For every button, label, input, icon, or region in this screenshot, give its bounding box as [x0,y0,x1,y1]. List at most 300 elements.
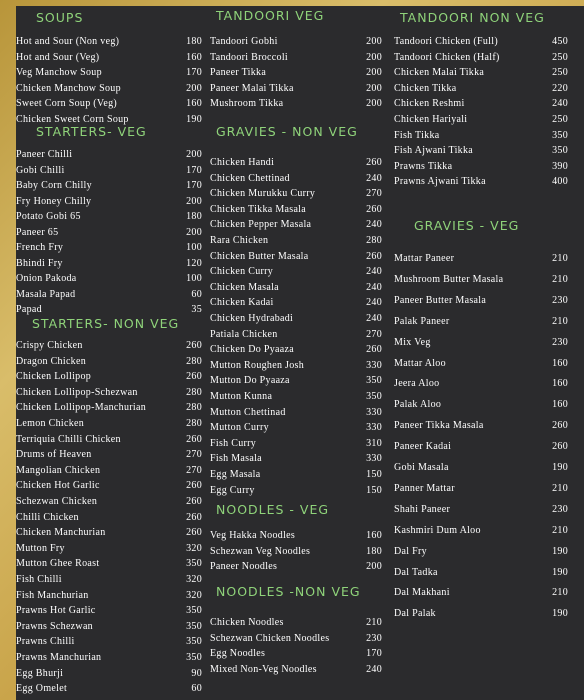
item-name: Egg Curry [210,484,255,496]
menu-item [210,483,382,498]
menu-item [210,631,382,646]
item-price: 280 [366,235,382,246]
menu-item [16,572,202,587]
item-price: 270 [186,464,202,476]
menu-item [394,65,568,80]
item-name: Drums of Heaven [16,449,92,461]
item-name: Paneer Tikka Masala [394,420,484,432]
item-price: 200 [366,82,382,94]
item-name: Rara Chicken [210,235,269,246]
item-price: 190 [186,114,202,125]
menu-item [210,96,382,111]
item-name: Chilli Chicken [16,511,79,523]
item-name: Prawns Ajwani Tikka [394,176,486,188]
item-name: Prawns Manchurian [16,652,102,663]
item-name: Egg Noodles [210,648,266,660]
item-name: Schezwan Veg Noodles [210,545,311,557]
item-price: 240 [552,98,568,110]
item-price: 330 [366,453,382,465]
item-name: Prawns Tikka [394,160,453,172]
menu-item [210,451,382,466]
menu-item [210,171,382,186]
item-price: 350 [186,636,202,648]
item-price: 200 [186,82,202,94]
item-price: 200 [366,36,382,47]
item-price: 230 [552,336,568,348]
menu-item [394,174,568,189]
menu-item [210,81,382,96]
item-name: Chicken Noodles [210,617,284,628]
item-price: 250 [552,51,568,63]
menu-item [210,373,382,388]
item-name: Paneer Kadai [394,441,452,453]
section-heading: SOUPS [36,10,84,25]
menu-item [16,556,202,571]
item-name: Chicken Kadai [210,297,274,309]
menu-item [394,143,568,158]
item-price: 230 [366,632,382,644]
item-name: Paneer Butter Masala [394,294,487,306]
item-price: 60 [191,288,202,300]
menu-item [16,271,202,286]
item-price: 280 [186,418,202,429]
item-name: Chicken Hydrabadi [210,313,294,324]
menu-item [16,194,202,209]
menu-item [210,342,382,357]
menu-item [16,650,202,665]
item-price: 160 [552,378,568,390]
menu-item [16,634,202,649]
menu-item [210,467,382,482]
item-name: Mangolian Chicken [16,464,101,476]
menu-item [210,528,382,543]
menu-item [210,615,382,630]
item-price: 220 [552,82,568,94]
menu-item [16,302,202,317]
item-price: 450 [552,36,568,47]
item-name: Egg Bhurji [16,667,64,679]
item-price: 160 [186,98,202,110]
item-price: 350 [186,605,202,617]
item-name: Mix Veg [394,336,431,348]
item-name: Mutton Do Pyaaza [210,375,290,387]
item-name: Dal Makhani [394,587,450,599]
menu-item [394,544,568,559]
item-price: 230 [552,294,568,306]
item-price: 270 [186,449,202,461]
item-price: 200 [366,561,382,573]
menu-item [16,541,202,556]
menu-item [210,662,382,677]
menu-item [16,447,202,462]
item-name: Chicken Masala [210,281,279,293]
menu-item [16,65,202,80]
item-name: Mushroom Butter Masala [394,273,504,285]
item-price: 350 [186,620,202,632]
item-price: 240 [366,281,382,293]
menu-item [210,264,382,279]
item-price: 350 [186,558,202,570]
menu-item [16,510,202,525]
item-name: Fry Honey Chilly [16,195,92,207]
menu-item [210,311,382,326]
item-price: 60 [191,683,202,695]
item-name: Tandoori Broccoli [210,51,288,63]
item-price: 260 [366,157,382,168]
item-price: 260 [366,250,382,262]
item-name: Mutton Ghee Roast [16,558,100,570]
item-price: 320 [186,574,202,585]
item-name: Chicken Chettinad [210,172,290,184]
item-name: Shahi Paneer [394,503,451,515]
menu-item [210,65,382,80]
item-name: Mutton Roughen Josh [210,359,305,371]
item-name: Sweet Corn Soup (Veg) [16,98,118,110]
menu-item [16,163,202,178]
item-price: 170 [186,180,202,191]
item-price: 350 [186,652,202,663]
item-price: 280 [186,355,202,367]
item-price: 280 [186,402,202,414]
menu-item [16,681,202,696]
menu-item [16,256,202,271]
item-price: 180 [186,36,202,47]
item-name: Paneer Chilli [16,149,73,160]
menu-item [16,666,202,681]
item-name: Dragon Chicken [16,355,87,367]
menu-item [394,50,568,65]
menu-item [210,186,382,201]
item-price: 90 [191,667,202,679]
item-price: 350 [552,145,568,157]
item-name: Jeera Aloo [394,378,440,390]
item-name: Palak Aloo [394,399,442,411]
menu-item [394,418,568,433]
item-price: 100 [186,242,202,253]
item-name: Chicken Hariyali [394,114,468,125]
item-name: Chicken Lollipop-Manchurian [16,402,147,414]
menu-item [16,81,202,96]
item-price: 230 [552,503,568,515]
section-heading: GRAVIES - NON VEG [216,124,358,139]
item-name: Panner Mattar [394,482,455,494]
section-heading: NOODLES -NON VEG [216,584,361,599]
item-name: Masala Papad [16,288,76,300]
menu-item [16,147,202,162]
menu-item [394,272,568,287]
item-price: 330 [366,422,382,434]
menu-item [16,619,202,634]
menu-item [210,50,382,65]
menu-item [210,389,382,404]
item-price: 210 [552,315,568,327]
item-price: 150 [366,469,382,480]
item-name: Kashmiri Dum Aloo [394,524,481,536]
menu-item [394,159,568,174]
item-name: Palak Paneer [394,315,450,327]
item-name: Gobi Masala [394,462,449,473]
item-name: Mushroom Tikka [210,98,284,110]
menu-item [394,293,568,308]
item-name: Paneer Noodles [210,561,278,573]
item-price: 160 [366,530,382,541]
item-price: 240 [366,172,382,184]
item-price: 240 [366,297,382,309]
item-price: 240 [366,266,382,278]
item-price: 310 [366,437,382,449]
item-name: Prawns Hot Garlic [16,605,96,617]
item-name: Chicken Lollipop [16,371,92,383]
menu-item [394,439,568,454]
section-heading: TANDOORI VEG [216,8,325,23]
item-name: Potato Gobi 65 [16,211,81,222]
item-price: 210 [552,253,568,264]
item-name: Schezwan Chicken Noodles [210,632,330,644]
menu-item [210,327,382,342]
menu-item [16,463,202,478]
item-name: Veg Manchow Soup [16,67,102,79]
menu-item [16,432,202,447]
item-price: 260 [186,340,202,351]
menu-item [394,314,568,329]
item-name: Chicken Do Pyaaza [210,344,294,356]
menu-item [210,436,382,451]
menu-board [16,6,584,700]
item-price: 200 [186,226,202,238]
item-price: 250 [552,67,568,79]
item-name: Hot and Sour (Non veg) [16,36,120,47]
item-name: Mutton Kunna [210,391,273,402]
item-name: Crispy Chicken [16,340,83,351]
item-name: Paneer 65 [16,226,59,238]
menu-item [210,559,382,574]
item-name: Mattar Paneer [394,253,455,264]
menu-item [16,96,202,111]
item-name: Chicken Manchurian [16,527,106,539]
item-name: Onion Pakoda [16,273,77,284]
item-price: 210 [552,273,568,285]
item-price: 100 [186,273,202,284]
item-price: 160 [552,399,568,411]
menu-item [394,96,568,111]
menu-item [394,356,568,371]
menu-item [16,416,202,431]
item-price: 200 [186,149,202,160]
menu-item [394,128,568,143]
section-heading: TANDOORI NON VEG [400,10,545,25]
item-name: Patiala Chicken [210,328,278,340]
item-name: Chicken Tikka [394,82,457,94]
item-price: 200 [366,98,382,110]
menu-item [210,646,382,661]
menu-item [210,233,382,248]
section-heading: STARTERS- NON VEG [32,316,180,331]
menu-item [210,155,382,170]
item-name: Fish Manchurian [16,589,89,601]
item-name: Prawns Chilli [16,636,75,648]
item-price: 160 [552,357,568,369]
menu-item [16,494,202,509]
item-price: 150 [366,484,382,496]
menu-item [394,565,568,580]
item-name: Gobi Chilli [16,164,65,176]
menu-item [394,502,568,517]
item-price: 170 [366,648,382,660]
menu-item [210,295,382,310]
item-name: Chicken Manchow Soup [16,82,121,94]
item-price: 200 [366,67,382,79]
item-price: 350 [366,375,382,387]
item-name: Fish Curry [210,437,257,449]
item-name: Chicken Malai Tikka [394,67,485,79]
item-price: 210 [552,482,568,494]
item-price: 170 [186,164,202,176]
item-price: 260 [186,527,202,539]
item-price: 180 [186,211,202,222]
item-name: Chicken Reshmi [394,98,465,110]
menu-item [16,34,202,49]
item-price: 400 [552,176,568,188]
item-name: Mutton Chettinad [210,406,286,418]
section-heading: GRAVIES - VEG [414,218,520,233]
menu-item [16,50,202,65]
item-price: 280 [186,386,202,398]
menu-item [210,358,382,373]
menu-item [394,34,568,49]
item-name: Fish Chilli [16,574,62,585]
menu-item [394,112,568,127]
item-name: Chicken Tikka Masala [210,203,306,215]
item-price: 210 [552,587,568,599]
item-name: Terriquia Chilli Chicken [16,433,121,445]
item-price: 240 [366,663,382,675]
menu-item [394,460,568,475]
menu-item [16,225,202,240]
item-name: Tandoori Gobhi [210,36,278,47]
item-price: 320 [186,589,202,601]
item-name: Dal Palak [394,608,436,620]
item-price: 260 [186,371,202,383]
menu-item [394,481,568,496]
item-price: 250 [552,114,568,125]
item-name: Fish Ajwani Tikka [394,145,474,157]
item-price: 35 [191,304,202,315]
menu-item [394,376,568,391]
item-name: Prawns Schezwan [16,620,93,632]
item-name: Paneer Malai Tikka [210,82,294,94]
item-price: 260 [186,496,202,507]
item-name: Bhindi Fry [16,257,63,269]
menu-item [16,478,202,493]
menu-item [210,217,382,232]
item-price: 270 [366,328,382,340]
item-price: 260 [552,420,568,432]
item-price: 190 [552,566,568,578]
item-name: French Fry [16,242,64,253]
menu-item [16,287,202,302]
menu-item [16,525,202,540]
item-name: Tandoori Chicken (Full) [394,36,498,47]
item-name: Fish Masala [210,453,262,465]
item-price: 190 [552,608,568,620]
item-price: 190 [552,462,568,473]
menu-item [16,385,202,400]
menu-item [210,405,382,420]
item-price: 350 [552,129,568,141]
item-name: Mutton Curry [210,422,269,434]
menu-item [210,420,382,435]
item-name: Mattar Aloo [394,357,446,369]
item-name: Mutton Fry [16,542,65,554]
item-price: 240 [366,219,382,231]
item-name: Chicken Curry [210,266,274,278]
menu-item [394,335,568,350]
menu-item [394,606,568,621]
item-name: Chicken Pepper Masala [210,219,312,231]
menu-item [394,251,568,266]
menu-item [210,280,382,295]
item-name: Lemon Chicken [16,418,85,429]
item-price: 260 [186,480,202,492]
item-price: 210 [366,617,382,628]
item-price: 270 [366,188,382,200]
item-price: 260 [366,344,382,356]
item-name: Papad [16,304,42,315]
menu-item [394,81,568,96]
item-name: Tandoori Chicken (Half) [394,51,500,63]
item-name: Paneer Tikka [210,67,267,79]
item-price: 210 [552,524,568,536]
item-price: 350 [366,391,382,402]
menu-item [394,585,568,600]
section-heading: STARTERS- VEG [36,124,147,139]
item-price: 260 [552,441,568,453]
item-price: 200 [186,195,202,207]
item-name: Chicken Murukku Curry [210,188,316,200]
menu-item [210,202,382,217]
menu-item [16,603,202,618]
menu-item [16,588,202,603]
item-price: 320 [186,542,202,554]
item-price: 200 [366,51,382,63]
menu-item [16,354,202,369]
item-name: Egg Omelet [16,683,68,695]
menu-item [16,369,202,384]
menu-item [16,338,202,353]
menu-item [210,544,382,559]
item-name: Dal Tadka [394,566,438,578]
item-price: 120 [186,257,202,269]
item-name: Chicken Hot Garlic [16,480,100,492]
menu-item [394,523,568,538]
item-price: 330 [366,359,382,371]
item-price: 260 [366,203,382,215]
item-name: Mixed Non-Veg Noodles [210,663,317,675]
item-name: Veg Hakka Noodles [210,530,296,541]
item-name: Fish Tikka [394,129,440,141]
item-name: Baby Corn Chilly [16,180,92,191]
menu-item [210,249,382,264]
item-name: Dal Fry [394,545,427,557]
item-name: Chicken Butter Masala [210,250,309,262]
item-name: Chicken Sweet Corn Soup [16,114,129,125]
item-price: 330 [366,406,382,418]
item-name: Chicken Handi [210,157,275,168]
section-heading: NOODLES - VEG [216,502,330,517]
item-price: 160 [186,51,202,63]
item-price: 180 [366,545,382,557]
item-name: Hot and Sour (Veg) [16,51,100,63]
